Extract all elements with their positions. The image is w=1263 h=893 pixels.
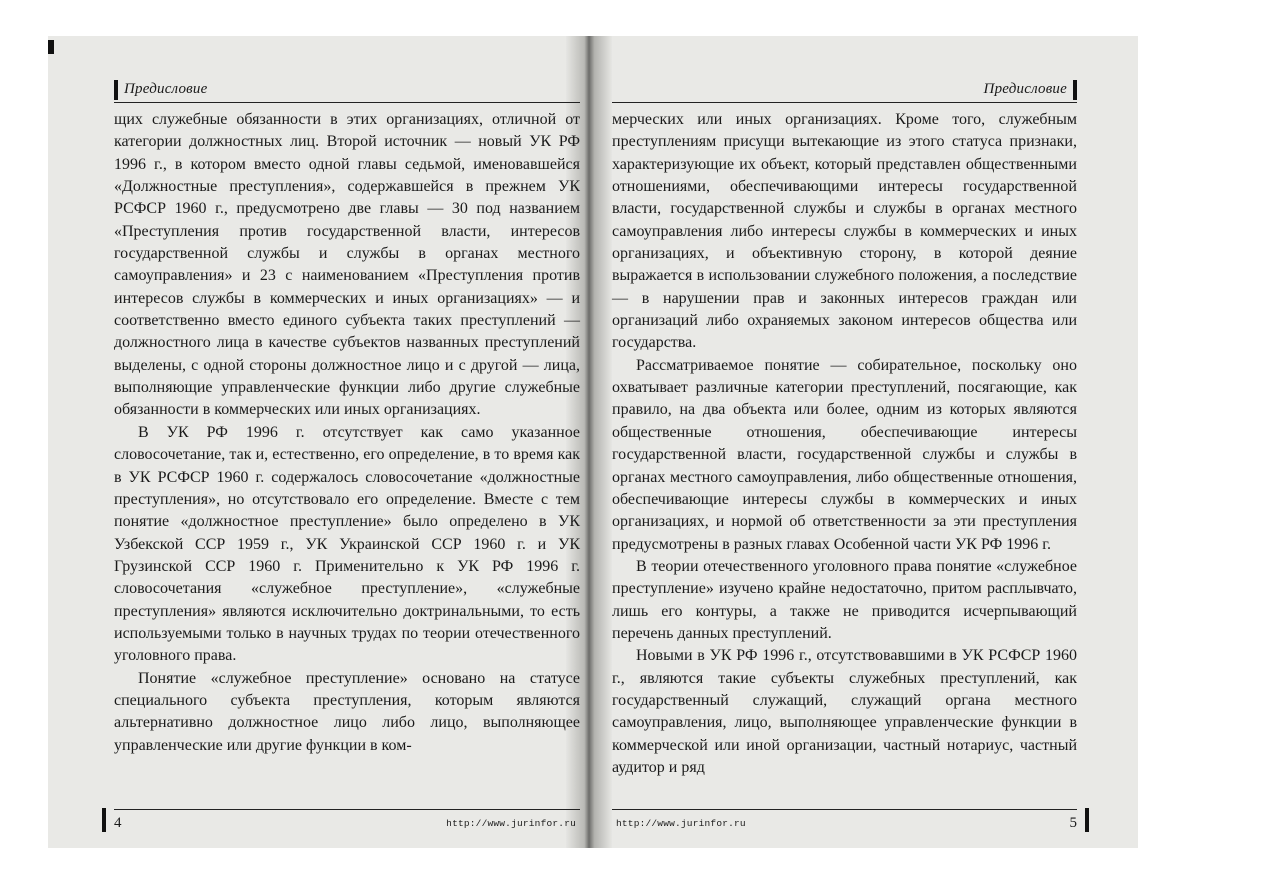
footer-bar: [102, 808, 106, 832]
page-number: 5: [1069, 815, 1077, 831]
running-head-left: [114, 78, 580, 103]
right-page: [612, 78, 1077, 838]
running-head-title: Предисловие: [983, 81, 1067, 97]
footer-bar: [1085, 808, 1089, 832]
page-number: 4: [114, 815, 122, 831]
footer-url: http://www.jurinfor.ru: [616, 818, 746, 829]
running-head-bar: [1073, 80, 1077, 100]
left-page-body: [114, 109, 580, 757]
running-head-right: [612, 78, 1077, 103]
left-page: [114, 78, 580, 838]
paragraph: Новыми в УК РФ 1996 г., отсутствовавшими в УК РСФСР 1960 г., являются такие субъекты служебных преступлений, как государственный служащий, служащий органа местного самоуправления, лицо, выполняющее управленческие функции в коммерческой или иной организации, частный нотариус, частный аудитор и ряд: [612, 647, 1077, 776]
paragraph: Рассматриваемое понятие — собирательное, поскольку оно охватывает различные категории преступлений, посягающие, как правило, на два объекта или более, одним из которых являются общественные отношения, обеспечивающие интересы государственной власти, государственной службы и службы в органах местного самоуправления, либо общественные отношения, обеспечивающие интересы службы в коммерческих и иных организациях, и нормой об ответственности за эти преступления предусмотрены в разных главах Особенной части УК РФ 1996 г.: [612, 356, 1077, 553]
footer-left: [114, 809, 580, 838]
running-head-title: Предисловие: [124, 81, 208, 97]
paragraph: В теории отечественного уголовного права понятие «служебное преступление» изучено крайне недостаточно, притом расплывчато, лишь его контуры, а также не приводится исчерпывающий перечень данных преступлений.: [612, 557, 1077, 642]
footer-right: [612, 809, 1077, 838]
paragraph: щих служебные обязанности в этих организациях, отличной от категории должностных лиц. Второй источник — новый УК РФ 1996 г., в котором вместо одной главы седьмой, именовавшейся «Должностные преступления», содержавшейся в прежнем УК РСФСР 1960 г., предусмотрено две главы — 30 под названием «Преступления против государственной власти, интересов государственной службы и службы в органах местного самоуправления» и 23 с наименованием «Преступления против интересов службы в коммерческих и иных организациях» — и соответственно вместо единого субъекта таких преступлений — должностного лица в качестве субъектов названных преступлений выделены, с одной стороны должностное лицо и с другой — лица, выполняющие управленческие функции либо другие служебные обязанности в коммерческих или иных организациях.: [114, 111, 580, 419]
scan-edge-mark: [48, 40, 54, 54]
paragraph: Понятие «служебное преступление» основано на статусе специального субъекта преступления, которым являются альтернативно должностное лицо либо лицо, выполняющее управленческие или другие функции в ком-: [114, 669, 580, 754]
running-head-bar: [114, 80, 118, 100]
paragraph: мерческих или иных организациях. Кроме того, служебным преступлениям присущи вытекающие из этого статуса признаки, характеризующие их объект, который представлен общественными отношениями, обеспечивающими интересы государственной власти, государственной службы и службы в органах местного самоуправления либо интересы службы в коммерческих и иных организациях, и объективную сторону, в которой деяние выражается в использовании служебного положения, а последствие — в нарушении прав и законных интересов граждан или организаций либо охраняемых законом интересов общества или государства.: [612, 111, 1077, 352]
right-page-body: [612, 109, 1077, 779]
paragraph: В УК РФ 1996 г. отсутствует как само указанное словосочетание, так и, естественно, его определение, в то время как в УК РСФСР 1960 г. содержалось словосочетание «должностные преступления», но отсутствовало его определение. Вместе с тем понятие «должностное преступление» было определено в УК Узбекской ССР 1959 г., УК Украинской ССР 1960 г. и УК Грузинской ССР 1960 г. Применительно к УК РФ 1996 г. словосочетания «служебное преступление», «служебные преступления» являются исключительно доктринальными, то есть используемыми только в научных трудах по теории отечественного уголовного права.: [114, 423, 580, 665]
footer-url: http://www.jurinfor.ru: [446, 818, 576, 829]
